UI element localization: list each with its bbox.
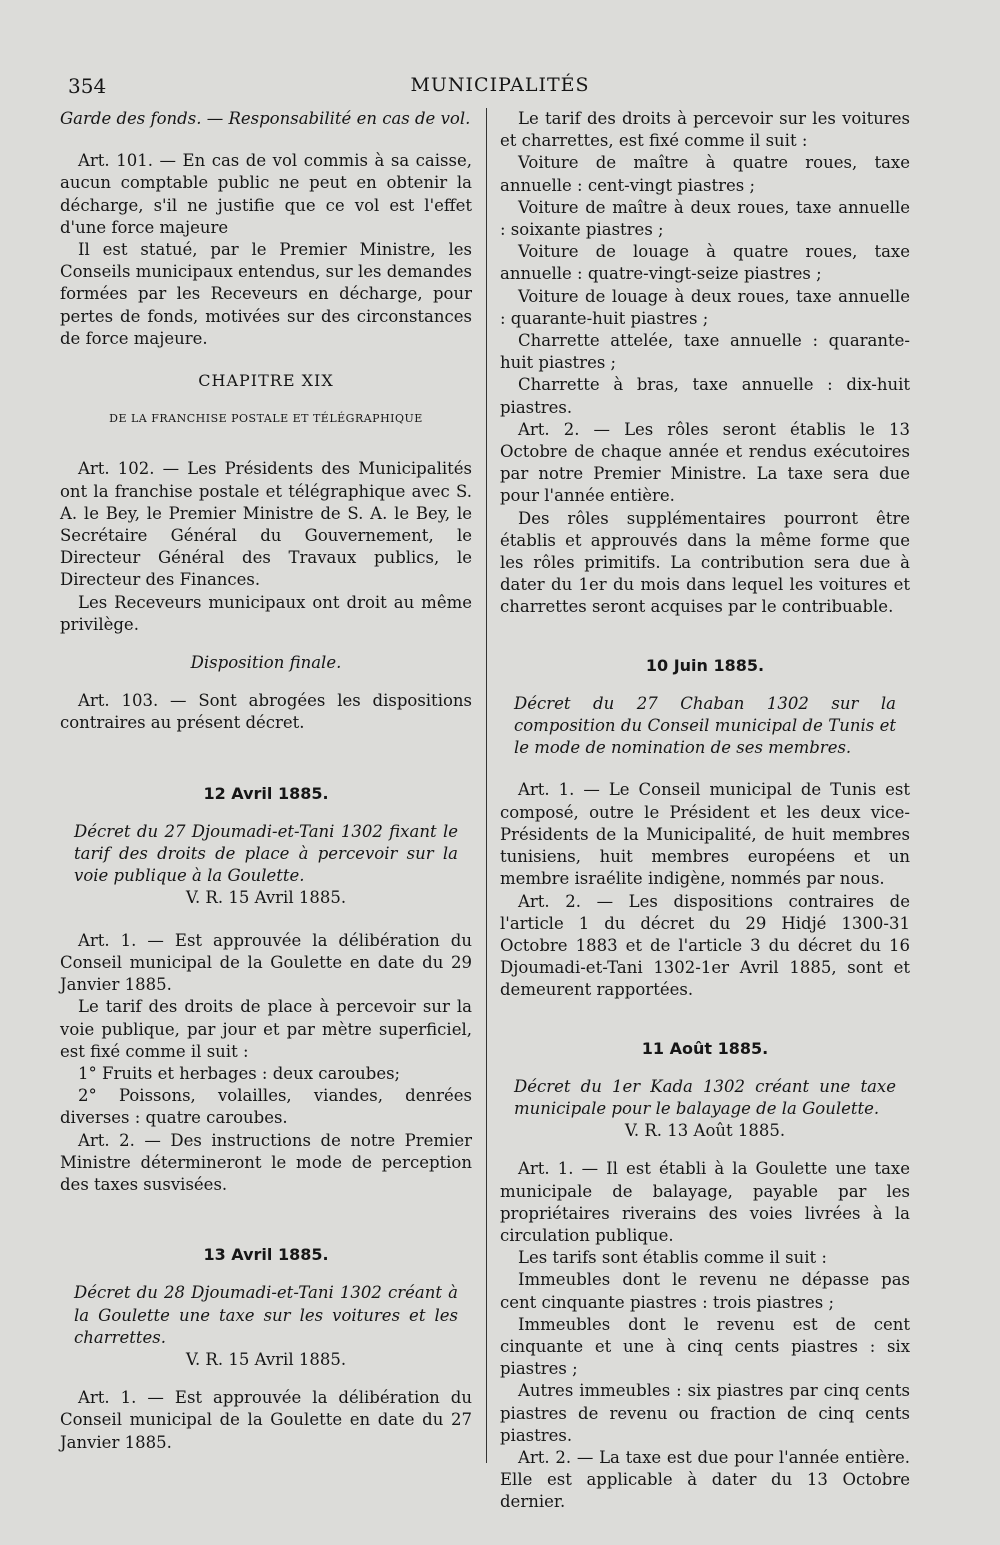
paragraph-tarif-voitures: Le tarif des droits à percevoir sur les voitures et charrettes, est fixé comme il suit : — [500, 109, 910, 151]
paragraph-art1-12-avril: Art. 1. — Est approuvée la délibération du Conseil municipal de la Goulette en date du 29 Janvier 1885. — [60, 930, 472, 995]
chapter-title: CHAPITRE XIX — [198, 371, 334, 391]
paragraph-charrette-attelee: Charrette attelée, taxe annuelle : quarante-huit piastres ; — [500, 331, 910, 373]
paragraph-voiture-louage-2: Voiture de louage à deux roues, taxe annuelle : quarante-huit piastres ; — [500, 286, 910, 328]
page-number: 354 — [68, 74, 107, 98]
section-heading-garde: Garde des fonds. — Responsabilité en cas de vol. — [60, 109, 471, 128]
date-heading-11-aout: 11 Août 1885. — [641, 1038, 769, 1058]
paragraph-statue: Il est statué, par le Premier Ministre, les Conseils municipaux entendus, sur les demandes formées par les Receveurs en décharge, pour pertes de fonds, motivées sur des circonstances de force majeure. — [60, 240, 472, 348]
paragraph-art2-roles: Art. 2. — Les rôles seront établis le 13 Octobre de chaque année et rendus exécutoires par notre Premier Ministre. La taxe sera due pour l'année entière. — [500, 419, 910, 506]
decree-title-10-juin: Décret du 27 Chaban 1302 sur la composition du Conseil municipal de Tunis et le mode de nomination de ses membres. — [514, 693, 896, 758]
paragraph-autres-immeubles: Autres immeubles : six piastres par cinq cents piastres de revenu ou fraction de cinq cents piastres. — [500, 1381, 910, 1445]
disposition-heading: Disposition finale. — [190, 653, 342, 673]
paragraph-voiture-louage-4: Voiture de louage à quatre roues, taxe annuelle : quatre-vingt-seize piastres ; — [500, 242, 910, 284]
paragraph-charrette-bras: Charrette à bras, taxe annuelle : dix-huit piastres. — [500, 375, 910, 417]
date-heading-12-avril: 12 Avril 1885. — [203, 783, 329, 803]
column-divider — [486, 108, 487, 1463]
paragraph-art2-12-avril: Art. 2. — Des instructions de notre Premier Ministre détermineront le mode de perception des taxes susvisées. — [60, 1130, 472, 1194]
paragraph-art101: Art. 101. — En cas de vol commis à sa caisse, aucun comptable public ne peut en obtenir la décharge, s'il ne justifie que ce vol est l'effet d'une force majeure — [60, 151, 472, 237]
paragraph-art1-10-juin: Art. 1. — Le Conseil municipal de Tunis est composé, outre le Président et les deux vice-Présidents de la Municipalité, de huit membres tunisiens, huit membres européens et un membre israélite indigène, nommés par nous. — [500, 780, 910, 889]
chapter-subtitle: DE LA FRANCHISE POSTALE ET TÉLÉGRAPHIQUE — [109, 412, 423, 426]
paragraph-fruits: 1° Fruits et herbages : deux caroubes; — [78, 1063, 401, 1083]
paragraph-roles-supplementaires: Des rôles supplémentaires pourront être établis et approuvés dans la même forme que les rôles primitifs. La contribution sera due à dater du 1er du mois dans lequel les voitures et charrettes seront acquises par le contribuable. — [500, 508, 910, 617]
decree-title-13-avril: Décret du 28 Djoumadi-et-Tani 1302 créant à la Goulette une taxe sur les voitures et les charrettes. — [74, 1283, 458, 1347]
paragraph-art102: Art. 102. — Les Présidents des Municipalités ont la franchise postale et télégraphique avec S. A. le Bey, le Premier Ministre de S. A. le Bey, le Secrétaire Général du Gouvernement, le Directeur Général des Travaux publics, le Directeur des Finances. — [60, 459, 472, 590]
paragraph-art2-10-juin: Art. 2. — Les dispositions contraires de l'article 1 du décret du 29 Hidjé 1300-31 Octobre 1883 et de l'article 3 du décret du 16 Djoumadi-et-Tani 1302-1er Avril 1885, sont et demeurent rapportées. — [500, 891, 910, 1000]
left-column — [60, 108, 472, 1454]
decree-title-11-aout: Décret du 1er Kada 1302 créant une taxe municipale pour le balayage de la Goulette. — [514, 1076, 896, 1118]
decree-title-12-avril: Décret du 27 Djoumadi-et-Tani 1302 fixant le tarif des droits de place à percevoir sur la voie publique à la Goulette. — [74, 821, 458, 886]
date-heading-10-juin: 10 Juin 1885. — [645, 655, 765, 675]
paragraph-tarifs-suit: Les tarifs sont établis comme il suit : — [518, 1248, 827, 1268]
paragraph-immeubles-150: Immeubles dont le revenu ne dépasse pas cent cinquante piastres : trois piastres ; — [500, 1270, 910, 1312]
right-column — [500, 108, 910, 1514]
paragraph-poissons: 2° Poissons, volailles, viandes, denrées diverses : quatre caroubes. — [60, 1086, 472, 1128]
paragraph-receveurs: Les Receveurs municipaux ont droit au même privilège. — [60, 592, 472, 634]
running-title: MUNICIPALITÉS — [410, 74, 590, 96]
vr-11-aout: V. R. 13 Août 1885. — [624, 1121, 786, 1141]
paragraph-voiture-maitre-4: Voiture de maître à quatre roues, taxe annuelle : cent-vingt piastres ; — [500, 153, 910, 195]
paragraph-art1-13-avril: Art. 1. — Est approuvée la délibération du Conseil municipal de la Goulette en date du 27 Janvier 1885. — [60, 1388, 472, 1452]
paragraph-art1-11-aout: Art. 1. — Il est établi à la Goulette une taxe municipale de balayage, payable par les propriétaires riverains des voies livrées à la circulation publique. — [500, 1159, 910, 1245]
paragraph-tarif-place: Le tarif des droits de place à percevoir sur la voie publique, par jour et par mètre superficiel, est fixé comme il suit : — [60, 997, 472, 1061]
vr-13-avril: V. R. 15 Avril 1885. — [185, 1349, 347, 1369]
paragraph-immeubles-151-500: Immeubles dont le revenu est de cent cinquante et une à cinq cents piastres : six piastres ; — [500, 1314, 910, 1379]
paragraph-art2-11-aout: Art. 2. — La taxe est due pour l'année entière. Elle est applicable à dater du 13 Octobre dernier. — [500, 1447, 910, 1512]
paragraph-voiture-maitre-2: Voiture de maître à deux roues, taxe annuelle : soixante piastres ; — [500, 197, 910, 240]
date-heading-13-avril: 13 Avril 1885. — [203, 1245, 329, 1265]
vr-12-avril: V. R. 15 Avril 1885. — [185, 888, 347, 908]
paragraph-art103: Art. 103. — Sont abrogées les dispositions contraires au présent décret. — [60, 691, 472, 733]
